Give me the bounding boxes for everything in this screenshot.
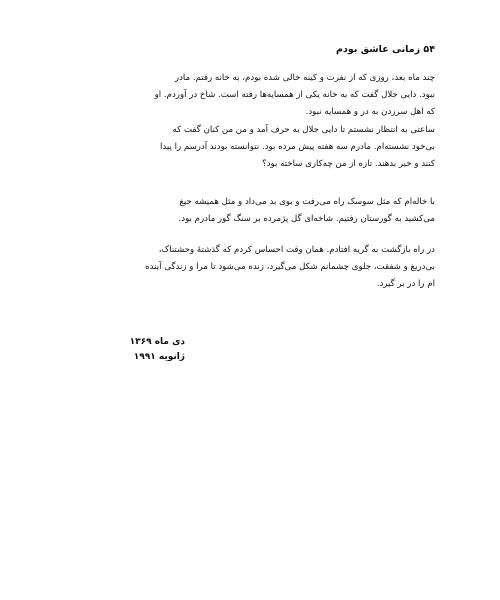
- paragraph-line: چند ماه بعد، روزی که از نفرت و کینه خالی شده بودم، به خانه رفتم. مادر: [174, 73, 435, 83]
- paragraph-line: در راه بازگشت به گریه افتادم. همان وقت احساس کردم که گذشتهٔ وحشتناک،: [158, 245, 435, 255]
- paragraph-line: ام را در بر گیرد.: [376, 279, 435, 290]
- date-gregorian: ژانویه ۱۹۹۱: [133, 352, 185, 362]
- paragraph-line: با خاله‌ام که مثل سوسک راه می‌رفت و بوی بد می‌داد و مثل همیشه جیغ: [179, 197, 435, 207]
- paragraph-3: [57, 242, 435, 294]
- paragraph-line: که اهل سرزدن به در و همسایه نبود.: [305, 107, 435, 118]
- paragraph-line: کنند و خبر بدهند. تازه از من چه‌کاری ساخته بود؟: [262, 159, 435, 170]
- paragraph-line: نبود. دایی جلال گفت که به خانه یکی از همسایه‌ها رفته است. شاخ در آوردم. او: [154, 90, 435, 101]
- date-persian: دی ماه ۱۳۶۹: [129, 337, 185, 347]
- paragraph-1: [57, 70, 435, 173]
- page-title: ۵۴ زمانی عاشق بودم: [336, 44, 435, 55]
- paragraph-2: [57, 194, 435, 228]
- paragraph-line: می‌کشید به گورستان رفتیم. شاخه‌ای گل پژمرده بر سنگ گور مادرم بود.: [178, 214, 435, 225]
- paragraph-line: بی‌دریغ و شفقت، جلوی چشمانم شکل می‌گیرد، زنده می‌شود تا مرا و زندگی آینده: [145, 262, 435, 273]
- paragraph-line: ساعتی به انتظار نشستم تا دایی جلال به حرف آمد و من من کنان گفت که: [172, 124, 435, 135]
- paragraph-line: بی‌خود نشسته‌ام. مادرم سه هفته پیش مرده بود. نتوانسته بودند آدرسم را پیدا: [159, 141, 435, 152]
